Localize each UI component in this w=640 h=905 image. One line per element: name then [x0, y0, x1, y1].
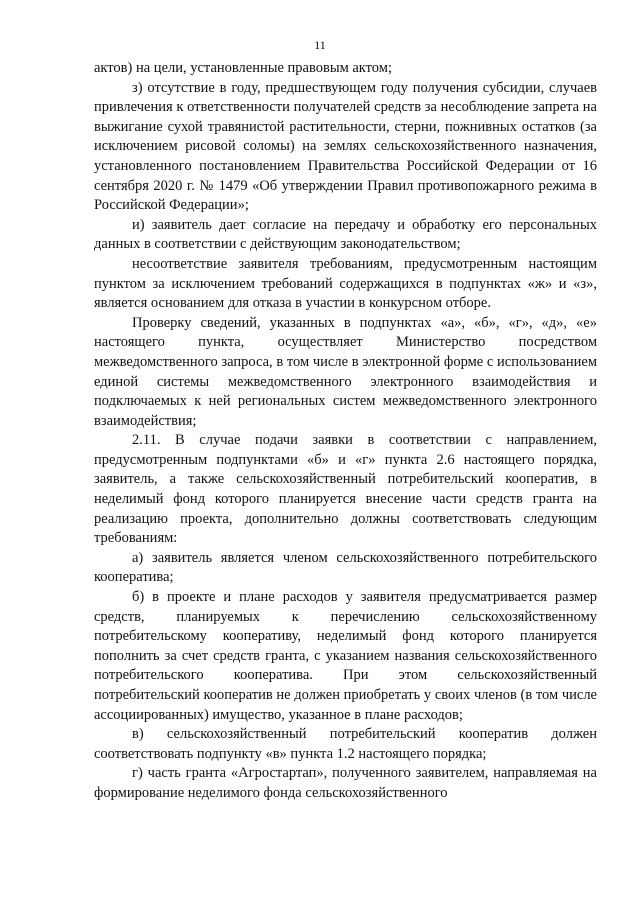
paragraph-requirement-a: а) заявитель является членом сельскохозяйственного потребительского кооператива;: [94, 549, 597, 586]
paragraph-noncompliance: несоответствие заявителя требованиям, предусмотренным настоящим пунктом за исключением требований содержащихся в подпунктах «ж» и «з», является основанием для отказа в участии в конкурсном отборе.: [94, 255, 597, 312]
paragraph-subitem-i: и) заявитель дает согласие на передачу и обработку его персональных данных в соответствии с действующим законодательством;: [94, 216, 597, 253]
paragraph-requirement-v: в) сельскохозяйственный потребительский кооператив должен соответствовать подпункту «в» пункта 1.2 настоящего порядка;: [94, 726, 597, 762]
page-number: 11: [314, 38, 326, 52]
paragraph-2-11: 2.11. В случае подачи заявки в соответствии с направлением, предусмотренным подпунктами «б» и «г» пункта 2.6 настоящего порядка, заявитель, а также сельскохозяйственный потребительский кооператив, в неделимый фонд которого планируется внесение части средств гранта на реализацию проекта, дополнительно должны соответствовать следующим требованиям:: [94, 432, 597, 547]
paragraph-continuation: актов) на цели, установленные правовым актом;: [94, 60, 392, 76]
document-body: [94, 59, 597, 804]
paragraph-subitem-z: з) отсутствие в году, предшествующем году получения субсидии, случаев привлечения к ответственности получателей средств за несоблюдение запрета на выжигание сухой травянистой растительности, стерни, пожнивных остатков (за исключением рисовой соломы) на землях сельскохозяйственного назначения, установленного постановлением Правительства Российской Федерации от 16 сентября 2020 г. № 1479 «Об утверждении Правил противопожарного режима в Российской Федерации»;: [94, 79, 597, 214]
paragraph-verification: Проверку сведений, указанных в подпунктах «а», «б», «г», «д», «е» настоящего пункта, осуществляет Министерство посредством межведомственного запроса, в том числе в электронной форме с использованием единой системы межведомственного электронного взаимодействия и подключаемых к ней региональных систем межведомственного электронного взаимодействия;: [94, 314, 597, 429]
paragraph-requirement-g: г) часть гранта «Агростартап», полученного заявителем, направляемая на формирование неделимого фонда сельскохозяйственного: [94, 765, 597, 801]
paragraph-requirement-b: б) в проекте и плане расходов у заявителя предусматривается размер средств, планируемых к перечислению сельскохозяйственному потребительскому кооперативу, неделимый фонд которого планируется пополнить за счет средств гранта, с указанием названия сельскохозяйственного потребительского кооператива. При этом сельскохозяйственный потребительский кооператив не должен приобретать у своих членов (в том числе ассоциированных) имущество, указанное в плане расходов;: [94, 589, 597, 723]
